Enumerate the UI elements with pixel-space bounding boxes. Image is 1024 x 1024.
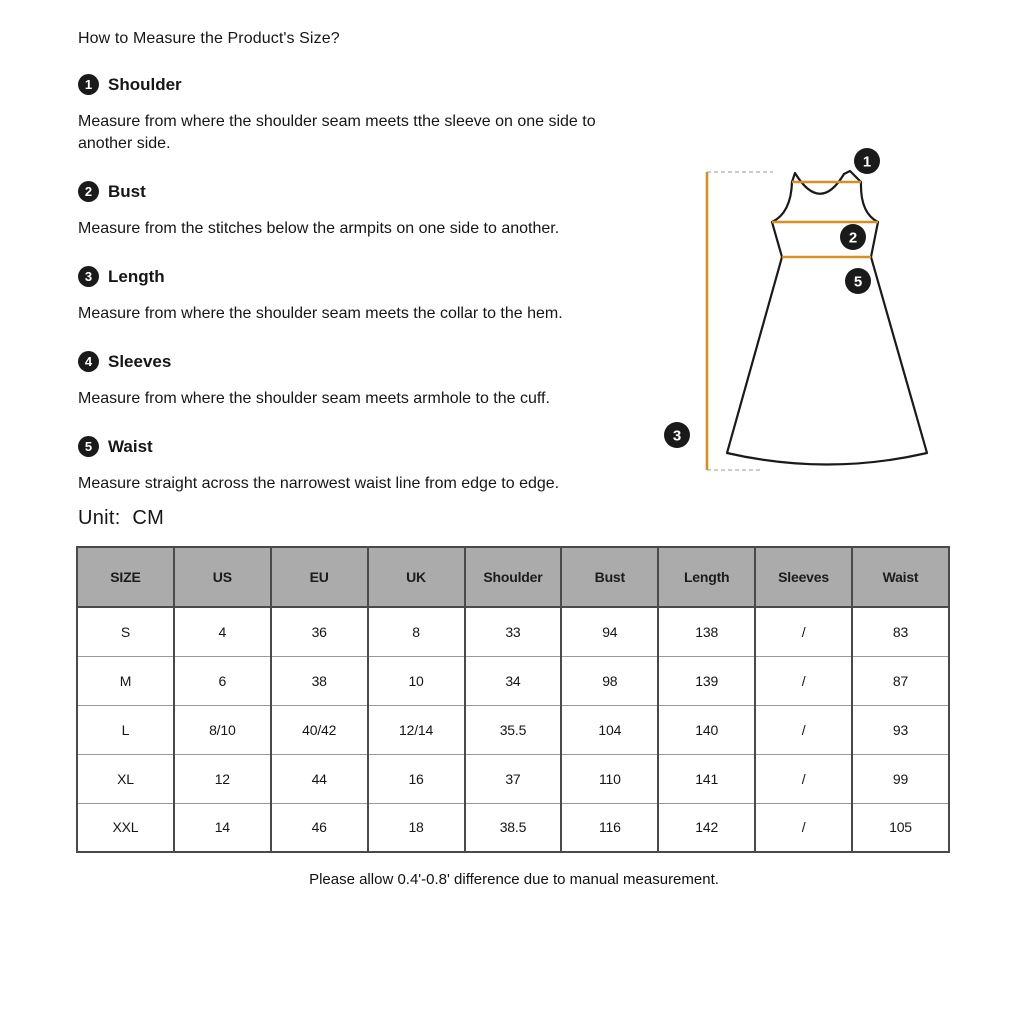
- cell-length: 139: [658, 656, 755, 705]
- table-row-s: [77, 607, 949, 656]
- cell-bust: 110: [561, 754, 658, 803]
- cell-sleeves: /: [755, 705, 852, 754]
- col-header-us: US: [174, 547, 271, 607]
- section-title: Length: [108, 266, 165, 286]
- cell-length: 138: [658, 607, 755, 656]
- cell-length: 141: [658, 754, 755, 803]
- number-badge-icon: 5: [78, 436, 99, 457]
- cell-waist: 83: [852, 607, 949, 656]
- cell-sleeves: /: [755, 754, 852, 803]
- section-description: Measure from where the shoulder seam meets armhole to the cuff.: [78, 390, 550, 407]
- col-header-waist: Waist: [852, 547, 949, 607]
- cell-us: 6: [174, 656, 271, 705]
- cell-bust: 94: [561, 607, 658, 656]
- instructions-column: [78, 74, 638, 530]
- number-badge-icon: 4: [78, 351, 99, 372]
- section-heading: [78, 74, 638, 95]
- cell-waist: 93: [852, 705, 949, 754]
- cell-uk: 12/14: [368, 705, 465, 754]
- unit-label: Unit: CM: [78, 507, 165, 529]
- cell-eu: 44: [271, 754, 368, 803]
- cell-us: 12: [174, 754, 271, 803]
- cell-uk: 10: [368, 656, 465, 705]
- cell-eu: 36: [271, 607, 368, 656]
- cell-us: 14: [174, 803, 271, 852]
- section-description: Measure from the stitches below the armpits on one side to another.: [78, 220, 560, 237]
- col-header-bust: Bust: [561, 547, 658, 607]
- size-chart: [76, 546, 952, 853]
- cell-bust: 104: [561, 705, 658, 754]
- table-row-l: [77, 705, 949, 754]
- cell-size: L: [77, 705, 174, 754]
- table-row-m: [77, 656, 949, 705]
- section-description: Measure straight across the narrowest waist line from edge to edge.: [78, 475, 560, 492]
- cell-size: S: [77, 607, 174, 656]
- page-title: How to Measure the Product's Size?: [78, 30, 340, 47]
- section-shoulder: [78, 74, 638, 155]
- size-table: [76, 546, 950, 853]
- cell-size: XL: [77, 754, 174, 803]
- dress-outline: [727, 171, 927, 465]
- cell-waist: 105: [852, 803, 949, 852]
- cell-uk: 16: [368, 754, 465, 803]
- col-header-uk: UK: [368, 547, 465, 607]
- table-row-xl: [77, 754, 949, 803]
- section-heading: [78, 436, 638, 457]
- cell-uk: 8: [368, 607, 465, 656]
- badge-number: 3: [672, 427, 682, 445]
- cell-sleeves: /: [755, 607, 852, 656]
- section-heading: [78, 181, 638, 202]
- number-badge-icon: 3: [78, 266, 99, 287]
- badge-number: 2: [848, 229, 858, 247]
- col-header-size: SIZE: [77, 547, 174, 607]
- diagram-badge-length: [664, 422, 690, 448]
- cell-size: M: [77, 656, 174, 705]
- section-description: Measure from where the shoulder seam meets the collar to the hem.: [78, 305, 563, 322]
- cell-uk: 18: [368, 803, 465, 852]
- badge-number: 1: [862, 153, 872, 171]
- diagram-badge-waist: [845, 268, 871, 294]
- cell-us: 4: [174, 607, 271, 656]
- cell-eu: 46: [271, 803, 368, 852]
- cell-us: 8/10: [174, 705, 271, 754]
- section-description: Measure from where the shoulder seam meets tthe sleeve on one side to another side.: [78, 113, 596, 152]
- cell-shoulder: 33: [465, 607, 562, 656]
- section-bust: [78, 181, 638, 240]
- cell-waist: 99: [852, 754, 949, 803]
- section-title: Sleeves: [108, 351, 172, 371]
- section-waist: [78, 436, 638, 495]
- cell-shoulder: 38.5: [465, 803, 562, 852]
- diagram-badge-shoulder: [854, 148, 880, 174]
- section-sleeves: [78, 351, 638, 410]
- cell-shoulder: 35.5: [465, 705, 562, 754]
- cell-shoulder: 37: [465, 754, 562, 803]
- col-header-shoulder: Shoulder: [465, 547, 562, 607]
- cell-length: 142: [658, 803, 755, 852]
- cell-eu: 38: [271, 656, 368, 705]
- number-badge-icon: 1: [78, 74, 99, 95]
- cell-sleeves: /: [755, 656, 852, 705]
- cell-length: 140: [658, 705, 755, 754]
- cell-bust: 116: [561, 803, 658, 852]
- col-header-length: Length: [658, 547, 755, 607]
- cell-bust: 98: [561, 656, 658, 705]
- cell-eu: 40/42: [271, 705, 368, 754]
- size-table-header-row: [77, 547, 949, 607]
- cell-sleeves: /: [755, 803, 852, 852]
- section-title: Shoulder: [108, 74, 182, 94]
- table-row-xxl: [77, 803, 949, 852]
- section-title: Bust: [108, 181, 146, 201]
- col-header-eu: EU: [271, 547, 368, 607]
- section-length: [78, 266, 638, 325]
- cell-shoulder: 34: [465, 656, 562, 705]
- dress-measure-diagram: [640, 130, 980, 490]
- diagram-badge-bust: [840, 224, 866, 250]
- number-badge-icon: 2: [78, 181, 99, 202]
- cell-size: XXL: [77, 803, 174, 852]
- measurement-tolerance-note: Please allow 0.4'-0.8' difference due to manual measurement.: [309, 871, 719, 888]
- col-header-sleeves: Sleeves: [755, 547, 852, 607]
- section-heading: [78, 266, 638, 287]
- badge-number: 5: [853, 273, 863, 291]
- cell-waist: 87: [852, 656, 949, 705]
- section-title: Waist: [108, 436, 153, 456]
- section-heading: [78, 351, 638, 372]
